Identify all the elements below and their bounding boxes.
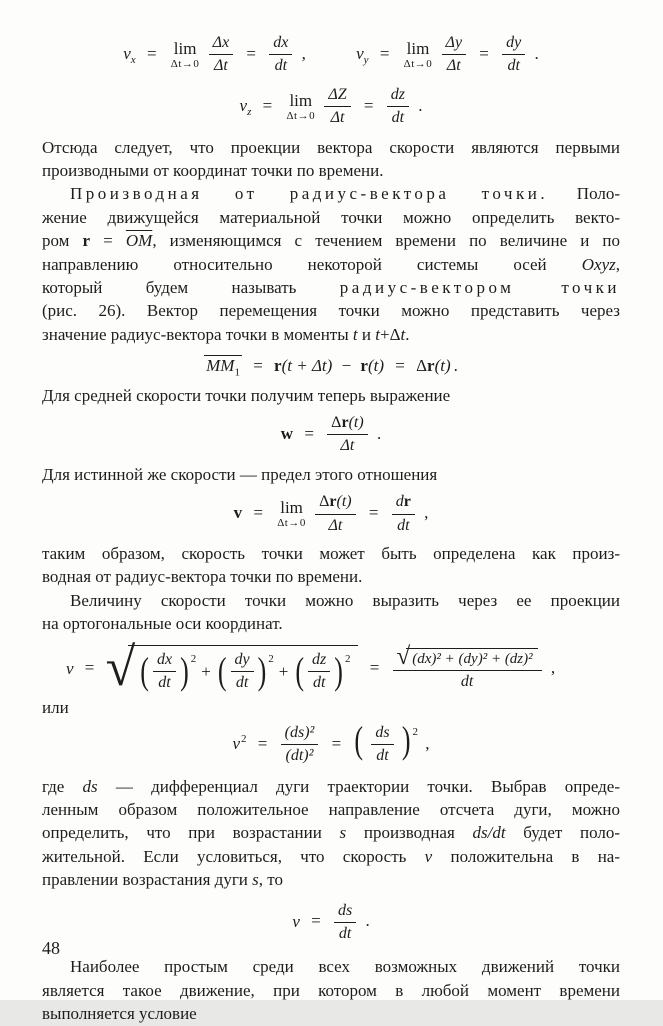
text-span: Для истинной же скорости — предел этого отношения [42,464,438,484]
fraction-denominator: Δt [340,437,355,455]
fraction-numerator: ds [334,902,356,923]
fraction-numerator: dy [231,651,254,672]
text-line [42,253,620,276]
text-line [42,565,620,588]
fraction-denominator: dt [235,674,249,691]
text-span: Наиболее простым среди всех возможных движений точки [70,957,620,977]
text-span: будет поло- [505,823,620,843]
text-span: жительной. Если условиться, что скорость [42,846,425,866]
math-vector: r [274,356,282,376]
paragraph-average-speed [42,384,620,407]
lim-word: lim [406,38,430,58]
text-span: . [405,324,410,344]
text-span: направлению относительно некоторой системы осей [42,254,582,274]
lim-condition: Δt→0 [277,517,306,530]
radical-sign: √ [396,643,411,671]
math-exponent: 2 [241,732,247,745]
formula-velocity-derivative [42,493,620,535]
text-span: , [615,254,620,274]
text-span: положительна в на- [432,846,620,866]
fraction-denominator: Δt [328,516,343,534]
math-vector: r [329,493,337,511]
formula-speed-squared-expr [232,718,430,766]
fraction-numerator [315,493,356,514]
fraction-numerator: ΔZ [324,86,350,107]
radicand: (dx)² + (dy)² + (dz)² [406,648,537,668]
paragraph-radius-vector [42,182,620,346]
formula-vy [356,34,539,76]
math-operator: = [479,43,489,63]
text-span: t [352,324,358,344]
formula-displacement [42,355,620,378]
math-var: v [232,733,241,753]
radical-expression [105,636,359,697]
text-span: s [339,823,347,843]
text-span: +Δ [379,324,401,344]
math-operator: = [257,733,268,753]
radical-expression [396,643,538,671]
paragraph-true-speed [42,463,620,486]
fraction-numerator: (ds)² [281,724,319,745]
text-span: является такое движение, при котором в любой момент времени [42,980,620,1000]
fraction-denominator: dt [338,925,352,942]
text-span: значение радиус-вектора точки в моменты [42,324,353,344]
formula-speed-magnitude [42,636,620,697]
formula-average-velocity-expr [281,414,381,456]
math-operator: = [379,43,390,63]
formula-vx [123,34,306,76]
formula-displacement-expr [204,355,458,378]
formula-row-velocity-projections-xy [42,34,620,76]
math-fraction [315,493,356,535]
math-subscript: z [247,105,252,118]
lim-word: lim [173,38,197,58]
math-punct: , [550,658,556,678]
math-operator: = [311,911,321,931]
formula-vz [42,86,620,128]
math-vector: r [427,356,435,376]
fraction-numerator: Δx [209,34,234,55]
math-argument: (t) [434,356,451,376]
text-span: и [357,324,376,344]
text-line [42,955,620,978]
math-var: v [292,911,300,931]
text-line [42,775,620,798]
radicand [128,645,358,695]
lim-operator [277,499,306,529]
text-span: на ортогональные оси координат. [42,614,283,634]
fraction-denominator: dt [391,109,405,127]
lim-operator [286,92,315,122]
page-number: 48 [42,938,60,958]
fraction-numerator [393,643,542,671]
text-line [42,384,620,407]
math-vector: r [360,356,368,376]
math-operator: − [341,356,352,376]
text-span: который будем называть [42,278,340,297]
text-span: правлении возрастания дуги [42,870,253,890]
formula-average-velocity [42,414,620,456]
math-operator: = [262,95,273,115]
math-operator: = [331,733,342,753]
fraction-denominator: Δt [214,57,228,75]
radical-sign: √ [105,636,136,697]
math-punct: . [453,356,458,376]
text-span: ds/dt [472,823,506,843]
math-fraction [153,651,176,693]
left-paren: ( [354,718,364,761]
fraction-numerator: dz [308,651,330,672]
text-line [42,463,620,486]
text-line [42,136,620,159]
text-line [42,589,620,612]
math-operator: = [369,658,380,678]
fraction-denominator: dt [312,674,326,691]
math-operator: + [278,661,289,681]
lim-condition: Δt→0 [286,109,316,122]
math-punct: . [376,423,382,443]
math-punct: , [425,733,430,753]
math-operator: = [363,95,374,115]
math-vector: r [403,493,411,511]
math-fraction [502,34,525,76]
math-punct: . [365,911,370,931]
left-paren: ( [217,649,227,692]
math-argument: (t) [367,356,384,376]
text-span: производными от координат точки по времени. [42,160,384,180]
math-var: v [123,43,131,63]
math-fraction [209,34,234,76]
text-span: жение движущейся материальной точки можно определить векто- [42,207,620,227]
right-paren: ) [180,649,189,692]
text-span: ленным образом положительное направление отсчета дуги, можно [42,799,620,819]
text-span: таким образом, скорость точки может быть определена как произ- [42,543,620,563]
math-fraction [393,643,542,692]
math-var: v [239,95,248,115]
text-span: Величину скорости точки можно выразить через ее проекции [70,590,620,610]
math-vector: v [233,503,243,522]
math-operator: = [253,503,263,522]
fraction-numerator [327,414,368,435]
math-operator: = [84,658,95,678]
math-fraction [387,86,409,128]
text-span: — дифференциал дуги траектории точки. Выбрав опреде- [97,776,620,796]
math-fraction [269,34,292,76]
text-span: ром [42,231,83,251]
text-span: Для средней скорости точки получим теперь выражение [42,385,451,405]
math-vector: w [280,423,294,443]
fraction-numerator [392,493,415,514]
math-fraction [442,34,467,76]
math-var: v [66,658,74,678]
left-paren: ( [140,649,149,692]
math-argument: (t + Δt) [281,356,333,376]
paragraph-simplest-motion [42,955,620,1025]
math-fraction [324,86,350,128]
text-span: s [252,870,259,890]
fraction-numerator: dx [153,651,176,672]
math-delta: Δ [319,493,330,511]
text-span: Отсюда следует, что проекции вектора скорости являются первыми [42,137,620,157]
text-line [42,868,620,891]
math-punct: . [418,95,423,115]
lim-condition: Δt→0 [403,57,433,70]
math-operator: = [253,356,263,376]
text-line [42,206,620,229]
text-span: определить, что при возрастании [42,823,340,843]
math-exponent: 2 [344,652,351,665]
math-fraction [334,902,356,944]
text-line [42,1002,620,1025]
text-line [42,979,620,1002]
formula-speed-arc-expr [292,902,369,944]
paragraph-arc-differential [42,775,620,892]
lim-word: lim [289,90,313,110]
text-line [42,276,620,299]
math-var: v [356,43,364,63]
lim-word: lim [280,498,303,518]
math-operator: = [395,356,405,376]
math-subscript: x [130,54,136,67]
math-punct: , [424,503,429,522]
paragraph-speed-conclusion [42,542,620,636]
math-fraction [308,651,330,693]
text-line [42,542,620,565]
text-span: Oxyz [581,254,616,274]
math-fraction [231,651,254,693]
text-span: t [400,324,406,344]
text-line [42,821,620,844]
math-argument: (t) [348,414,364,432]
fraction-denominator: dt [507,57,520,75]
text-line [42,612,620,635]
math-exponent: 2 [190,652,197,665]
text-line [42,299,620,322]
right-paren: ) [334,649,343,692]
text-line [42,159,620,182]
math-subscript: 1 [234,366,240,379]
inline-heading: Производная от радиус-вектора точки. [70,184,549,204]
text-line [42,229,620,252]
formula-velocity-derivative-expr [234,493,429,535]
text-span: ds [82,776,98,796]
text-span: t [375,324,380,344]
fraction-denominator: dt [274,57,288,75]
math-fraction [281,724,319,766]
lim-condition: Δt→0 [170,57,200,70]
fraction-denominator: dt [460,673,474,691]
fraction-denominator: Δt [446,57,461,75]
text-span: = [90,231,126,251]
math-argument: (t) [336,493,352,511]
math-exponent: 2 [268,652,274,665]
text-span: (рис. 26). Вектор перемещения точки можно представить через [42,301,620,321]
text-span: выполняется условие [42,1004,197,1024]
fraction-numerator: dz [387,86,409,107]
text-span: $\overline{OM}$ [125,231,153,251]
math-fraction [392,493,415,535]
fraction-denominator: Δt [330,109,345,127]
formula-speed-arc [42,902,620,944]
math-fraction [327,414,368,456]
text-line [42,182,620,205]
text-span: , изменяющимся с течением времени по величине и по [152,231,621,251]
right-paren: ) [401,718,411,761]
text-line [42,845,620,868]
left-paren: ( [295,649,305,692]
lim-operator [171,40,200,70]
math-punct: , [301,43,306,63]
math-delta: Δ [331,414,342,432]
fraction-denominator: dt [158,674,171,691]
text-span: v [424,846,433,866]
math-var: d [395,493,404,511]
math-operator: + [201,661,211,681]
fraction-numerator: dy [502,34,525,55]
text-span: производная [346,823,473,843]
fraction-denominator: (dt)² [285,747,314,765]
right-paren: ) [257,649,267,692]
math-delta: Δ [416,356,428,376]
text-line [42,323,620,346]
overline-group [204,355,242,378]
formula-vz-expr [240,86,423,128]
math-vector: r [341,414,349,432]
fraction-denominator: dt [376,747,389,765]
text-span: или [42,698,69,718]
formula-speed-squared [42,718,620,766]
math-operator: = [304,423,314,443]
math-punct: . [534,43,539,63]
fraction-numerator: Δy [442,34,467,55]
math-fraction [371,724,393,766]
text-span: r [82,231,91,251]
text-line [42,798,620,821]
fraction-denominator: dt [397,516,410,534]
paragraph-projections [42,136,620,183]
lim-operator [404,40,433,70]
paragraph-or [42,696,620,719]
math-subscript: y [363,54,369,67]
math-operator: = [146,43,157,63]
text-span: водная от радиус-вектора точки по времени. [42,567,363,587]
math-var: MM [206,356,235,376]
text-span: радиус-вектором точки [339,278,620,297]
fraction-numerator: ds [371,724,393,745]
text-line [42,696,620,719]
text-span: где [42,776,83,796]
text-span: , то [258,870,283,890]
text-span: Поло- [548,184,620,204]
fraction-numerator: dx [269,34,292,55]
formula-speed-magnitude-expr [66,636,556,697]
math-operator: = [246,43,257,63]
math-exponent: 2 [412,725,418,738]
math-operator: = [368,503,379,522]
